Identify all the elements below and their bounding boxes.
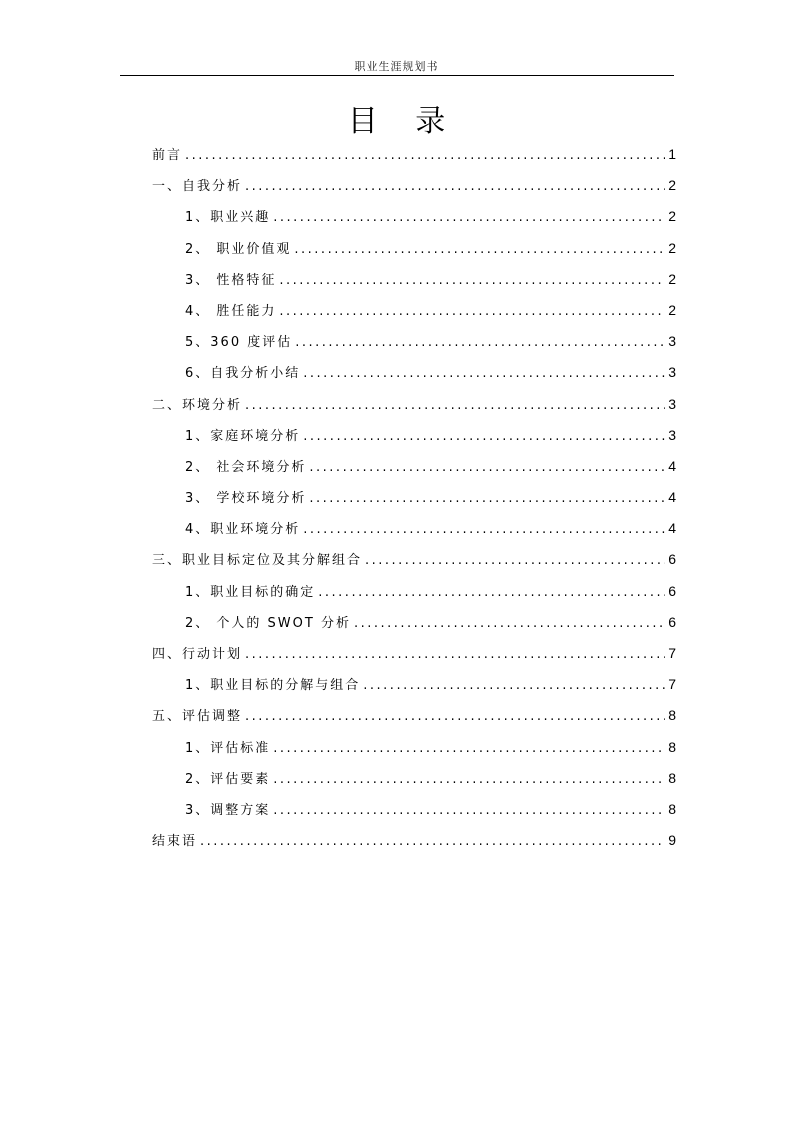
toc-entry-label: 5、360 度评估 (185, 335, 293, 351)
toc-entry[interactable] (152, 737, 676, 768)
toc-entry[interactable] (152, 830, 676, 861)
toc-entry-label: 6、自我分析小结 (185, 366, 301, 382)
toc-entry-label: 四、行动计划 (152, 647, 243, 662)
toc-dot-leader (245, 647, 665, 662)
toc-entry-label: 1、家庭环境分析 (185, 428, 301, 444)
toc-entry-page: 3 (668, 426, 676, 443)
toc-dot-leader (295, 335, 665, 350)
header-rule (120, 75, 674, 76)
toc-dot-leader (200, 834, 665, 849)
toc-entry[interactable] (152, 425, 676, 456)
toc-entry-page: 2 (668, 177, 676, 194)
toc-dot-leader (365, 553, 665, 568)
toc-entry-page: 6 (668, 582, 676, 599)
toc-entry-label: 2、 社会环境分析 (185, 459, 307, 475)
toc-entry[interactable] (152, 362, 676, 393)
toc-entry[interactable] (152, 768, 676, 799)
toc-entry[interactable] (152, 144, 676, 175)
toc-entry[interactable] (152, 487, 676, 518)
toc-entry-page: 7 (668, 676, 676, 693)
toc-dot-leader (245, 709, 665, 724)
toc-entry-page: 4 (668, 457, 676, 474)
toc-entry-page: 9 (668, 832, 676, 849)
toc-dot-leader (303, 366, 665, 381)
toc-entry[interactable] (152, 705, 676, 736)
toc-entry-page: 3 (668, 395, 676, 412)
toc-entry-label: 1、职业目标的分解与组合 (185, 678, 361, 694)
toc-dot-leader (354, 616, 665, 631)
toc-entry-page: 3 (668, 364, 676, 381)
toc-entry-page: 2 (668, 239, 676, 256)
toc-entry-page: 8 (668, 707, 676, 724)
toc-entry[interactable] (152, 643, 676, 674)
toc-entry-page: 6 (668, 551, 676, 568)
toc-entry[interactable] (152, 394, 676, 425)
toc-entry-label: 3、 学校环境分析 (185, 491, 307, 507)
toc-entry[interactable] (152, 612, 676, 643)
toc-entry[interactable] (152, 269, 676, 300)
toc-entry-label: 一、自我分析 (152, 179, 243, 195)
toc-dot-leader (273, 741, 665, 756)
toc-entry[interactable] (152, 581, 676, 612)
toc-entry-label: 1、职业兴趣 (185, 210, 271, 226)
toc-dot-leader (318, 585, 665, 600)
toc-entry[interactable] (152, 331, 676, 362)
toc-dot-leader (294, 242, 665, 257)
toc-entry-page: 4 (668, 489, 676, 506)
toc-entry-label: 3、 性格特征 (185, 272, 277, 288)
toc-dot-leader (363, 678, 665, 693)
toc-dot-leader (309, 460, 665, 475)
toc-dot-leader (273, 210, 665, 225)
toc-dot-leader (279, 304, 665, 319)
toc-entry-page: 1 (668, 146, 676, 162)
toc-entry-label: 结束语 (152, 834, 198, 850)
toc-entry-label: 2、 职业价值观 (185, 241, 292, 257)
toc-entry[interactable] (152, 300, 676, 331)
toc-dot-leader (273, 803, 665, 818)
toc-dot-leader (309, 491, 665, 506)
toc-entry-page: 2 (668, 270, 676, 287)
toc-entry-page: 2 (668, 301, 676, 318)
toc-dot-leader (279, 273, 665, 288)
toc-dot-leader (245, 398, 665, 413)
toc-entry-page: 8 (668, 769, 676, 786)
toc-entry-label: 4、 胜任能力 (185, 303, 277, 319)
toc-entry-label: 1、评估标准 (185, 740, 271, 756)
toc-dot-leader (303, 429, 665, 444)
toc-entry-page: 3 (668, 333, 676, 350)
toc-entry-page: 8 (668, 800, 676, 817)
toc-entry[interactable] (152, 518, 676, 549)
toc-dot-leader (273, 772, 665, 787)
running-header: 职业生涯规划书 (354, 60, 439, 73)
toc-entry[interactable] (152, 799, 676, 830)
toc-entry-page: 6 (668, 613, 676, 630)
toc-entry-label: 4、职业环境分析 (185, 522, 301, 538)
toc-entry[interactable] (152, 206, 676, 237)
toc-entry-label: 前言 (152, 148, 183, 163)
toc-entry[interactable] (152, 674, 676, 705)
toc-entry-label: 2、 个人的 SWOT 分析 (185, 615, 351, 631)
toc-entry-page: 7 (668, 645, 676, 661)
toc-entry[interactable] (152, 238, 676, 269)
toc-entry-page: 2 (668, 208, 676, 225)
toc-entry-page: 4 (668, 520, 676, 537)
toc-entry-page: 8 (668, 738, 676, 755)
toc-entry[interactable] (152, 175, 676, 206)
toc-entry-label: 二、环境分析 (152, 397, 243, 413)
toc-dot-leader (303, 522, 665, 537)
toc-dot-leader (185, 148, 665, 163)
toc-title: 目 录 (347, 104, 460, 139)
toc-entry[interactable] (152, 549, 676, 580)
toc-entry-label: 3、调整方案 (185, 802, 271, 818)
toc-entry[interactable] (152, 456, 676, 487)
toc-dot-leader (245, 179, 665, 194)
toc-entry-label: 五、评估调整 (152, 709, 243, 725)
toc-entry-label: 2、评估要素 (185, 771, 271, 787)
toc-entry-label: 三、职业目标定位及其分解组合 (152, 553, 363, 569)
toc-list (152, 144, 676, 861)
toc-entry-label: 1、职业目标的确定 (185, 584, 316, 600)
